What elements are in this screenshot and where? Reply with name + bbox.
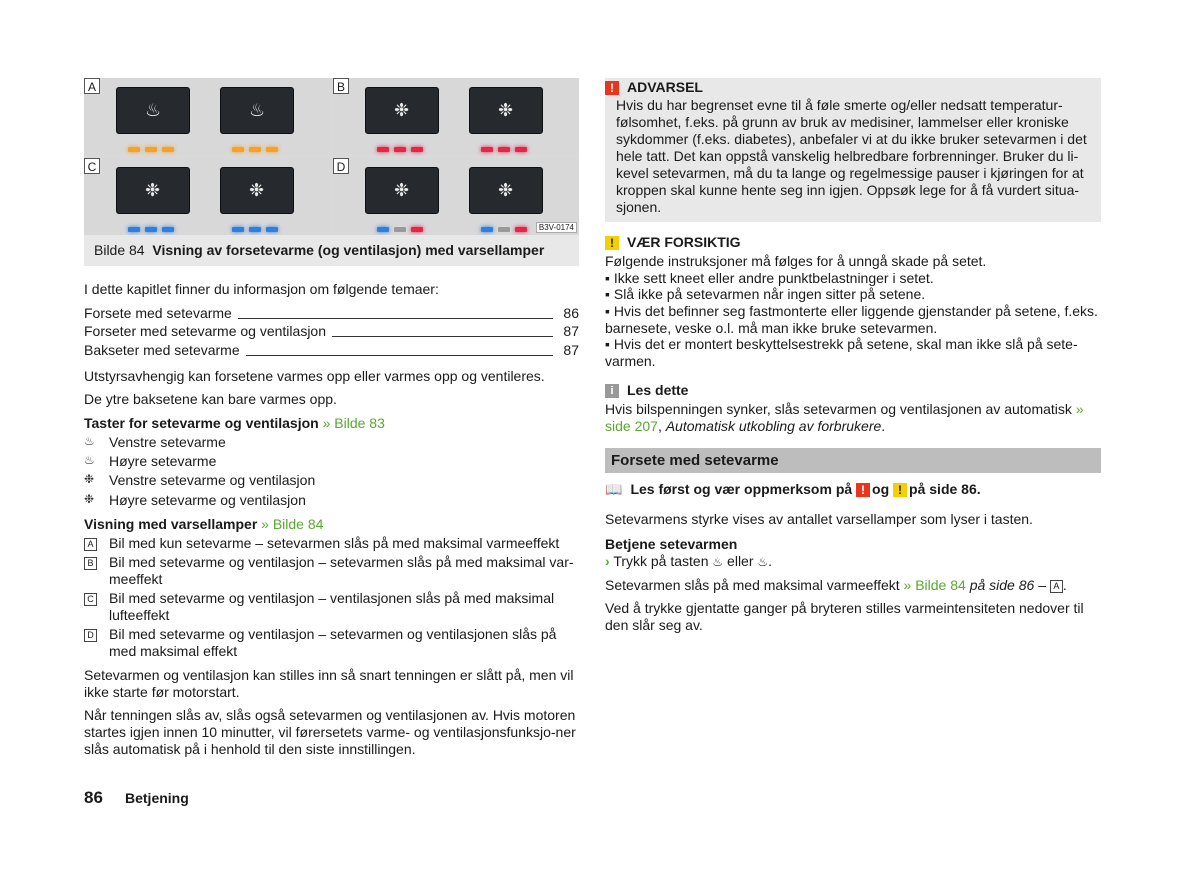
led-blue: [481, 227, 493, 232]
seat-vent-icon: ❉: [498, 180, 514, 201]
caution-item: ▪ Slå ikke på setevarmen når ingen sitter på setene.: [605, 286, 926, 302]
p2-dash: –: [1034, 577, 1050, 593]
led-row: [481, 219, 532, 224]
toc-label: Bakseter med setevarme: [84, 342, 246, 358]
left-seat-button: [365, 167, 439, 214]
led-row: [232, 139, 283, 144]
caution-icon: !: [605, 236, 619, 250]
left-seat-vent-icon: ❉: [84, 472, 95, 486]
read-first-og: og: [872, 481, 890, 497]
vis-heading: [84, 516, 579, 533]
caution-item: ▪ Hvis det er montert beskyttelsestrekk på setene, skal man ikke slå på sete-varmen.: [605, 336, 1078, 369]
led-blue: [162, 227, 174, 232]
led-blue: [266, 227, 278, 232]
op-heading: Betjene setevarmen: [605, 536, 738, 552]
seat-heat-icon: ♨: [145, 100, 162, 121]
led-red: [515, 147, 527, 152]
warning-icon: !: [605, 81, 619, 95]
right-seat-button: [469, 87, 543, 134]
section-title: Forsete med setevarme: [605, 448, 1101, 473]
p2-italic: på side 86: [969, 577, 1035, 593]
right-seat-vent-icon: ❉: [84, 492, 95, 506]
led-row: [128, 139, 179, 144]
led-row: [377, 219, 428, 224]
left-seat-button: [116, 167, 190, 214]
paragraph: Utstyrsavhengig kan forsetene varmes opp eller varmes opp og ventileres.: [84, 368, 545, 384]
led-row: [232, 219, 283, 224]
led-red: [498, 147, 510, 152]
footer-section: Betjening: [125, 790, 189, 806]
op-step-a: Trykk på tasten: [613, 553, 709, 569]
toc-page: 86: [563, 305, 579, 321]
vis-item-d: [84, 626, 579, 660]
led-row: [481, 139, 532, 144]
paragraph: Når tenningen slås av, slås også setevarmen og ventilasjonen av. Hvis motoren startes igjen innen 10 minutter, vil førersetets varme- og ventilasjonsfunksjo-ner slås automatisk på i henhold til den siste innstillingen.: [84, 707, 576, 757]
op-step-c: .: [768, 553, 773, 569]
figure-83-link[interactable]: » Bilde 83: [322, 415, 385, 431]
led-blue: [377, 227, 389, 232]
caution-item: ▪ Hvis det befinner seg fastmonterte eller liggende gjenstander på setene, f.eks. barnesete, veske o.l. må man ikke bruke setevarmen.: [605, 303, 1098, 336]
read-first-a: Les først og vær oppmerksom på: [630, 481, 853, 497]
figure-code: B3V-0174: [536, 222, 577, 233]
seat-vent-icon: ❉: [249, 180, 265, 201]
led-row: [128, 219, 179, 224]
panel-a: [84, 78, 330, 155]
warning-box: [605, 78, 1101, 222]
led-grey: [498, 227, 510, 232]
vis-text: Bil med kun setevarme – setevarmen slås på med maksimal varmeeffekt: [109, 535, 560, 551]
note-text-c: .: [881, 418, 886, 434]
right-seat-button: [469, 167, 543, 214]
toc-label: Forseter med setevarme og ventilasjon: [84, 323, 332, 339]
led-row: [377, 139, 428, 144]
warning-header: [605, 79, 703, 95]
left-seat-heat-icon: ♨: [712, 555, 724, 569]
led-orange: [232, 147, 244, 152]
note-header: [605, 382, 1101, 399]
right-seat-heat-icon: ♨: [757, 555, 769, 569]
caution-item-text: Ikke sett kneet eller andre punktbelastninger i setet.: [613, 270, 934, 286]
op-step-b: eller: [727, 553, 754, 569]
paragraph: Setevarmens styrke vises av antallet varsellamper som lyser i tasten.: [605, 511, 1033, 527]
seat-vent-icon: ❉: [145, 180, 161, 201]
vis-item-c: [84, 590, 579, 624]
caution-intro: Følgende instruksjoner må følges for å unngå skade på setet.: [605, 253, 987, 269]
led-red: [411, 227, 423, 232]
vis-text: Bil med setevarme og ventilasjon – setevarmen og ventilasjonen slås på med maksimal effekt: [109, 626, 557, 659]
figure-panels: [84, 78, 579, 235]
led-red: [377, 147, 389, 152]
panel-d: [333, 158, 579, 235]
figure-caption: [84, 235, 579, 266]
vis-item-a: [84, 535, 579, 552]
key-label: Høyre setevarme: [109, 453, 217, 469]
seat-vent-icon: ❉: [498, 100, 514, 121]
figure-84: [84, 78, 579, 266]
toc-entry[interactable]: [84, 305, 579, 323]
panel-c: [84, 158, 330, 235]
key-label: Venstre setevarme: [109, 434, 226, 450]
led-blue: [232, 227, 244, 232]
panel-letter: A: [84, 78, 100, 94]
led-orange: [249, 147, 261, 152]
vis-text: Bil med setevarme og ventilasjon – setevarmen slås på med maksimal var-meeffekt: [109, 554, 574, 587]
step-arrow-icon: ›: [605, 553, 610, 569]
caution-icon: !: [893, 483, 907, 497]
page-number: 86: [84, 788, 103, 807]
p2-end: .: [1062, 577, 1067, 593]
book-icon: 📖: [605, 482, 623, 498]
seat-heat-icon: ♨: [249, 100, 266, 121]
led-red: [411, 147, 423, 152]
caption-text: Visning av forsetevarme (og ventilasjon) med varsellamper: [152, 242, 545, 258]
key-label: Høyre setevarme og ventilasjon: [109, 492, 306, 508]
side-207-link[interactable]: » side 207: [605, 401, 1084, 434]
toc-entry[interactable]: [84, 342, 579, 360]
panel-letter: B: [333, 78, 349, 94]
right-seat-heat-icon: ♨: [84, 453, 95, 467]
read-first-b: på side 86.: [909, 481, 981, 497]
led-blue: [145, 227, 157, 232]
note-italic: Automatisk utkobling av forbrukere: [665, 418, 882, 434]
toc-page: 87: [563, 323, 579, 339]
paragraph: De ytre baksetene kan bare varmes opp.: [84, 391, 337, 407]
vis-heading-text: Visning med varsellamper: [84, 516, 258, 532]
note-text: [605, 401, 1101, 435]
caption-label: Bilde 84: [94, 242, 145, 258]
intro-text: I dette kapitlet finner du informasjon om følgende temaer:: [84, 281, 439, 297]
led-orange: [128, 147, 140, 152]
right-seat-button: [220, 87, 294, 134]
vis-text: Bil med setevarme og ventilasjon – ventilasjonen slås på med maksimal lufteeffekt: [109, 590, 555, 623]
op-step: [605, 553, 1101, 571]
caution-item: ▪ Ikke sett kneet eller andre punktbelastninger i setet.: [605, 270, 934, 286]
led-orange: [162, 147, 174, 152]
paragraph: Ved å trykke gjentatte ganger på bryteren stilles varmeintensiteten nedover til den slår seg av.: [605, 600, 1084, 633]
note-text-b: ,: [657, 418, 666, 434]
led-red: [481, 147, 493, 152]
toc-page: 87: [563, 342, 579, 358]
letter-box: A: [1050, 580, 1063, 593]
seat-vent-icon: ❉: [394, 100, 410, 121]
right-seat-button: [220, 167, 294, 214]
note-text-a: Hvis bilspenningen synker, slås setevarmen og ventilasjonen av automatisk: [605, 401, 1072, 417]
caution-item-text: Slå ikke på setevarmen når ingen sitter på setene.: [613, 286, 926, 302]
letter-box: A: [84, 538, 97, 551]
led-red: [394, 147, 406, 152]
note-title: Les dette: [627, 382, 689, 398]
left-seat-button: [365, 87, 439, 134]
panel-b: [333, 78, 579, 155]
led-orange: [266, 147, 278, 152]
caution-item-text: Hvis det er montert beskyttelsestrekk på setene, skal man ikke slå på sete-varmen.: [605, 336, 1078, 369]
letter-box: B: [84, 557, 97, 570]
led-grey: [394, 227, 406, 232]
seat-vent-icon: ❉: [394, 180, 410, 201]
letter-box: C: [84, 593, 97, 606]
panel-letter: D: [333, 158, 349, 174]
info-icon: i: [605, 384, 619, 398]
warning-icon: !: [856, 483, 870, 497]
key-label: Venstre setevarme og ventilasjon: [109, 472, 316, 488]
paragraph: Setevarmen og ventilasjon kan stilles inn så snart tenningen er slått på, men vil ikke starte før motorstart.: [84, 667, 574, 700]
figure-84-link[interactable]: » Bilde 84: [261, 516, 324, 532]
keys-heading-text: Taster for setevarme og ventilasjon: [84, 415, 319, 431]
figure-84-link[interactable]: » Bilde 84: [903, 577, 966, 593]
caution-title: VÆR FORSIKTIG: [627, 234, 741, 250]
paragraph: [605, 577, 1101, 594]
caution-item-text: Hvis det befinner seg fastmonterte eller liggende gjenstander på setene, f.eks. barnesete, veske o.l. må man ikke bruke setevarmen.: [605, 303, 1098, 336]
toc-label: Forsete med setevarme: [84, 305, 238, 321]
vis-item-b: [84, 554, 579, 588]
toc-entry[interactable]: [84, 323, 579, 341]
read-first: [605, 481, 1101, 499]
letter-box: D: [84, 629, 97, 642]
led-blue: [128, 227, 140, 232]
panel-letter: C: [84, 158, 100, 174]
led-red: [515, 227, 527, 232]
left-seat-button: [116, 87, 190, 134]
warning-title: ADVARSEL: [627, 79, 703, 95]
p2-a: Setevarmen slås på med maksimal varmeeffekt: [605, 577, 900, 593]
keys-heading: [84, 415, 579, 432]
warning-text: Hvis du har begrenset evne til å føle smerte og/eller nedsatt temperatur-følsomhet, f.eks. på grunn av bruk av medisiner, lammelser eller kroniske sykdommer (f.eks. diabetes), anbefaler vi at du ikke bruker setevarmen i det hele tatt. Det kan oppstå vanskelig helbredbare forbrenninger. Bruker du li-kevel setevarmen, må du ta lange og regelmessige pauser i kjøringen for at kroppen skal kunne hente seg inn igjen. Oppsøk lege for å få vurdert situa-sjonen.: [616, 97, 1087, 215]
led-orange: [145, 147, 157, 152]
left-seat-heat-icon: ♨: [84, 434, 95, 448]
caution-header: [605, 234, 1101, 251]
led-blue: [249, 227, 261, 232]
